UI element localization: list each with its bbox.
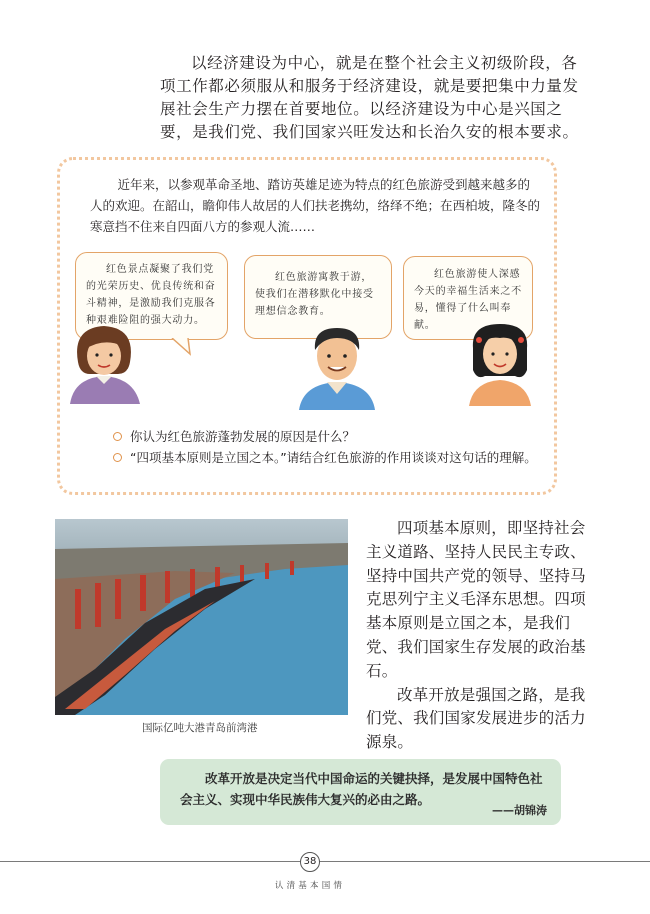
quote-box [160, 759, 561, 825]
man-illustration [297, 320, 377, 410]
footer-divider [0, 861, 650, 862]
question-text: 你认为红色旅游蓬勃发展的原因是什么？ [130, 429, 356, 444]
question-item [113, 426, 541, 447]
principles-paragraph: 四项基本原则，即坚持社会主义道路、坚持人民民主专政、坚持中国共产党的领导、坚持马克思列宁主义毛泽东思想。四项基本原则是立国之本，是我们党、我们国家生存发展的政治基石。 [366, 519, 586, 680]
bubble-tail-1 [170, 338, 200, 356]
speech-bubble-man: 红色旅游寓教于游，使我们在潜移默化中接受理想信念教育。 [244, 255, 392, 339]
book-title: 认清基本国情 [274, 881, 346, 891]
activity-intro: 近年来，以参观革命圣地、踏访英雄足迹为特点的红色旅游受到越来越多的人的欢迎。在韶山，瞻仰伟人故居的人们扶老携幼，络绎不绝；在西柏坡，隆冬的寒意挡不住来自四面八方的参观人流…… [90, 177, 541, 234]
principles-text [366, 517, 592, 755]
port-photo [55, 519, 348, 715]
quote-text: 改革开放是决定当代中国命运的关键抉择，是发展中国特色社会主义、实现中华民族伟大复兴的必由之路。 [180, 771, 543, 807]
girl-illustration [465, 320, 535, 406]
photo-caption: 国际亿吨大港青岛前湾港 [142, 722, 258, 734]
reform-paragraph: 改革开放是强国之路，是我们党、我们国家发展进步的活力源泉。 [366, 685, 586, 752]
woman-illustration [66, 322, 144, 404]
quote-author: ——胡锦涛 [492, 804, 547, 817]
intro-paragraph: 以经济建设为中心，就是在整个社会主义初级阶段，各项工作都必须服从和服务于经济建设，就是要把集中力量发展社会生产力摆在首要地位。以经济建设为中心是兴国之要，是我们党、我们国家兴旺发达和长治久安的根本要求。 [160, 54, 579, 141]
page-number: 38 [300, 852, 320, 872]
question-text: “四项基本原则是立国之本。”请结合红色旅游的作用谈谈对这句话的理解。 [130, 450, 537, 465]
speech-bubble-woman: 红色景点凝聚了我们党的光荣历史、优良传统和奋斗精神，是激励我们克服各种艰难险阻的强大动力。 [75, 252, 228, 340]
question-list [113, 426, 541, 468]
circle-bullet-icon [113, 432, 122, 441]
question-item [113, 447, 541, 468]
speech-bubble-girl: 红色旅游使人深感今天的幸福生活来之不易，懂得了什么叫奉献。 [403, 256, 533, 340]
circle-bullet-icon [113, 453, 122, 462]
